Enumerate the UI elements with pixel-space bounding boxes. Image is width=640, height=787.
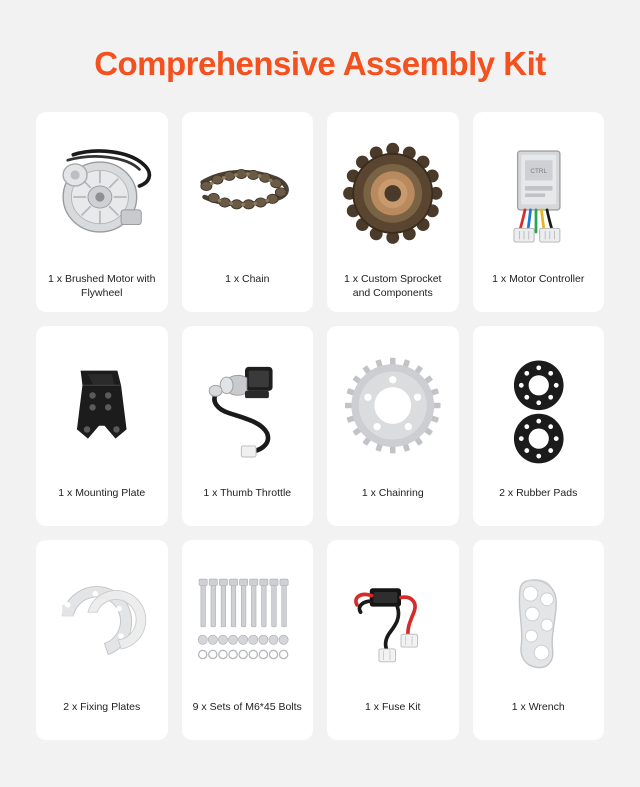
fixing-plates-icon <box>42 550 162 700</box>
kit-item-card <box>36 326 168 526</box>
kit-item-card <box>327 540 459 740</box>
kit-item-label: 2 x Rubber Pads <box>499 487 578 500</box>
page-title: Comprehensive Assembly Kit <box>94 45 546 82</box>
motor-controller-icon <box>479 122 599 272</box>
thumb-throttle-icon <box>188 336 308 486</box>
rubber-pads-icon <box>479 336 599 486</box>
mounting-plate-icon <box>42 336 162 486</box>
svg-text:CTRL: CTRL <box>529 167 547 175</box>
kit-item-label: 1 x Motor Controller <box>492 273 585 286</box>
brushed-motor-icon <box>42 122 162 272</box>
kit-item-card <box>327 112 459 312</box>
kit-item-card <box>182 326 314 526</box>
fuse-kit-icon <box>333 550 453 700</box>
kit-item-label: 1 x Thumb Throttle <box>203 487 292 500</box>
kit-item-card <box>182 112 314 312</box>
kit-item-label: 1 x Wrench <box>511 701 565 714</box>
kit-item-label: 1 x Chainring <box>361 487 424 500</box>
kit-item-label: 1 x Brushed Motor with Flywheel <box>48 272 156 300</box>
sprocket-icon <box>333 122 453 272</box>
kit-item-label: 1 x Custom Sprocket and Components <box>344 272 442 300</box>
kit-item-card <box>327 326 459 526</box>
kit-item-card <box>182 540 314 740</box>
kit-item-card <box>36 112 168 312</box>
chainring-icon <box>333 336 453 486</box>
kit-items-grid <box>36 112 604 740</box>
kit-item-label: 1 x Mounting Plate <box>58 487 146 500</box>
kit-item-card <box>473 540 605 740</box>
kit-item-label: 2 x Fixing Plates <box>63 701 141 714</box>
wrench-icon <box>479 550 599 700</box>
kit-item-card <box>473 112 605 312</box>
bolts-icon <box>188 550 308 700</box>
kit-item-label: 1 x Chain <box>225 273 270 286</box>
kit-item-label: 1 x Fuse Kit <box>365 701 421 714</box>
chain-icon <box>188 122 308 272</box>
kit-item-card <box>473 326 605 526</box>
kit-item-label: 9 x Sets of M6*45 Bolts <box>192 701 302 714</box>
kit-item-card <box>36 540 168 740</box>
